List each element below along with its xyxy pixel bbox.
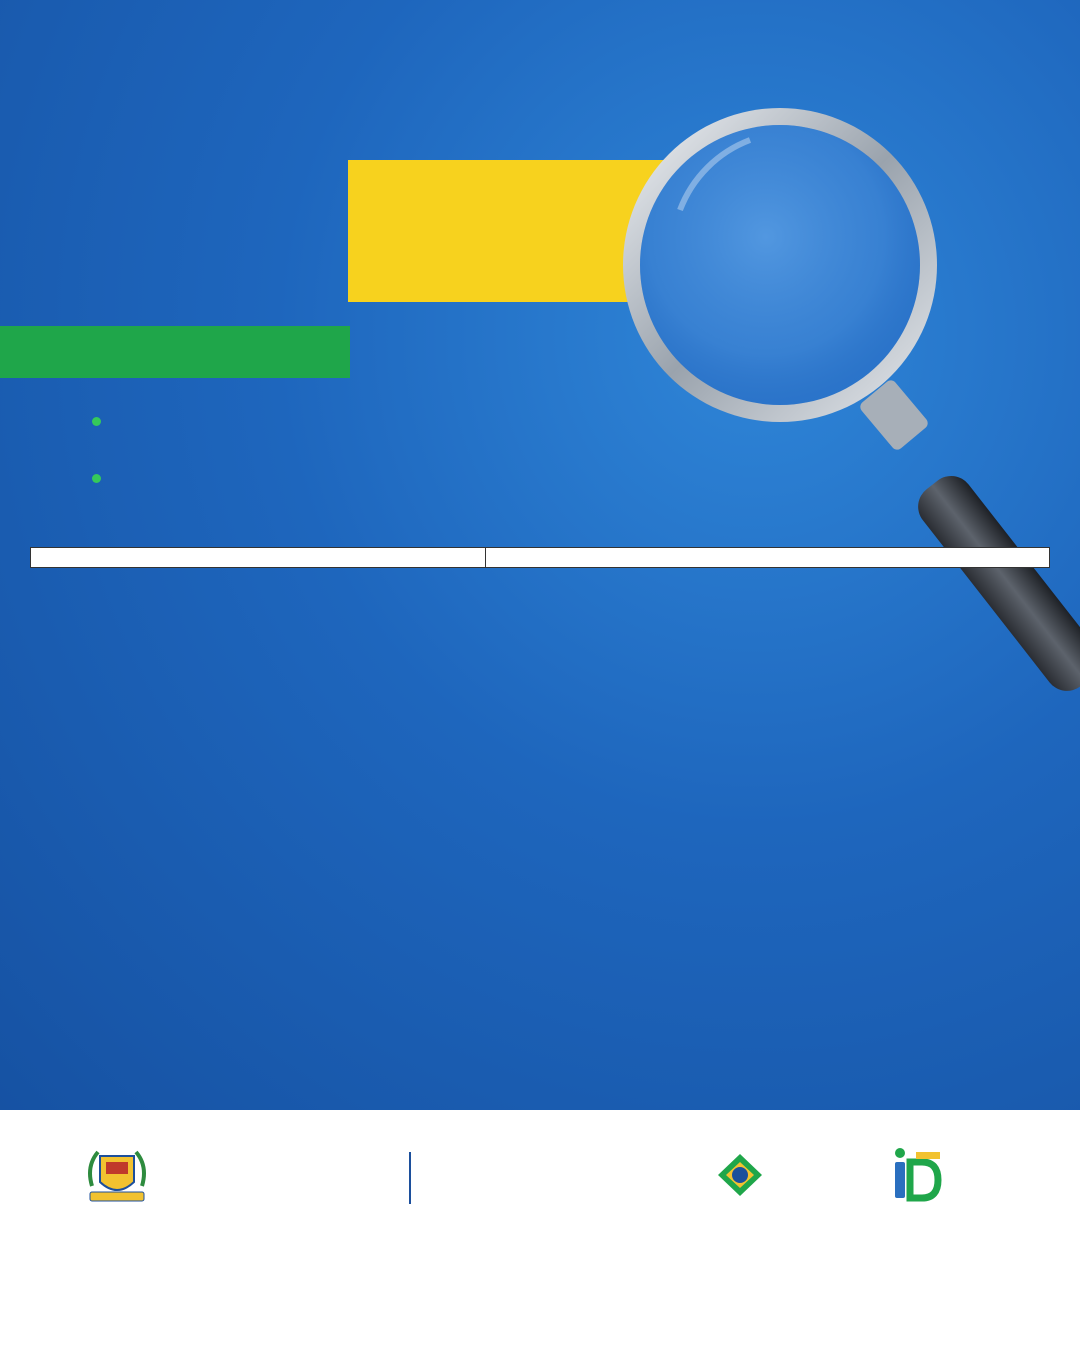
jobs-table xyxy=(30,547,1050,568)
bullet-icon xyxy=(92,474,101,483)
column-header-criteria xyxy=(485,548,1049,568)
municipal-crest-icon xyxy=(84,1146,150,1208)
bullet-icon xyxy=(92,417,101,426)
observations-band xyxy=(0,326,350,378)
column-header-function xyxy=(31,548,486,568)
footer-separator xyxy=(409,1152,411,1204)
sine-mark-icon xyxy=(716,1152,764,1198)
decorative-pattern-bottom xyxy=(0,1062,1080,1110)
magnifying-glass-icon xyxy=(610,100,1080,700)
decorative-pattern-top xyxy=(0,1012,1080,1064)
idt-mark-icon xyxy=(892,1146,942,1204)
table-header-row xyxy=(31,548,1050,568)
